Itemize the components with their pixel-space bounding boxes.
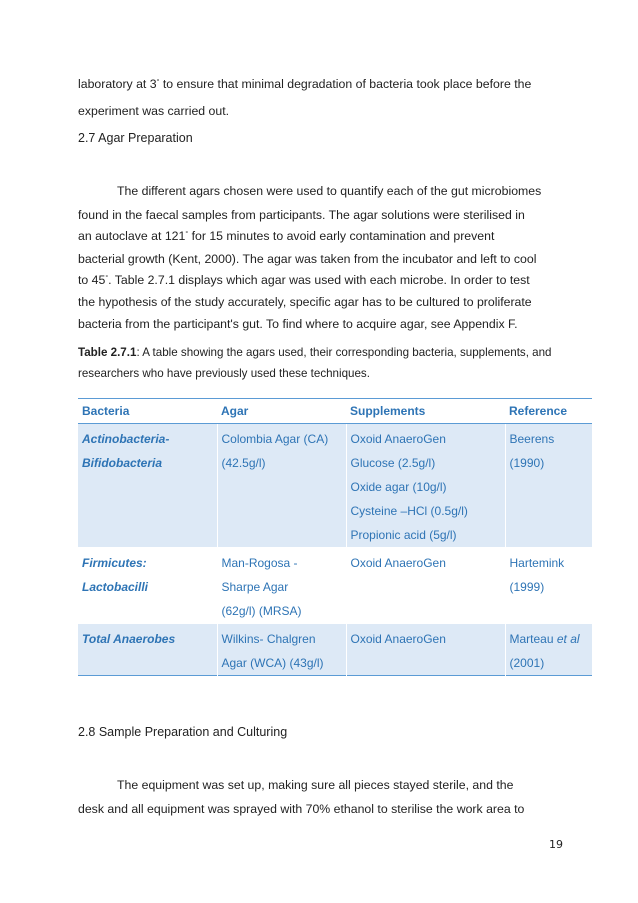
cell-text: (62g/l) (MRSA) [221,604,302,618]
text-span: to ensure that minimal degradation of bacteria took place before the [159,77,532,91]
cell-text: (42.5g/l) [221,456,266,470]
degree-symbol: ° [156,79,160,86]
cell-text: Colombia Agar (CA) [221,432,329,446]
cell-text: Wilkins- Chalgren [221,632,316,646]
agar-cell [217,548,346,624]
cell-text: Beerens [509,432,555,446]
agar-cell [217,624,346,676]
text-span: to 45 [78,273,106,287]
cell-text: Glucose (2.5g/l) [350,456,436,470]
text-span: . Table 2.7.1 displays which agar was used with each microbe. In order to test [108,273,530,287]
table-caption [78,345,552,361]
cell-text: Total Anaerobes [82,632,176,646]
cell-text: Propionic acid (5g/l) [350,528,457,542]
body-text-line: the hypothesis of the study accurately, specific agar has to be cultured to proliferate [78,295,532,309]
bacteria-cell [78,548,217,624]
body-text-line: bacterial growth (Kent, 2000). The agar was taken from the incubator and left to cool [78,252,537,266]
header-reference: Reference [505,399,592,424]
cell-text: Lactobacilli [82,580,149,594]
cell-text: Sharpe Agar [221,580,289,594]
agar-cell [217,424,346,548]
bacteria-cell [78,624,217,676]
cell-text: Actinobacteria- [82,432,170,446]
text-span: laboratory at 3 [78,77,157,91]
body-text-line: found in the faecal samples from participants. The agar solutions were sterilised in [78,208,525,222]
body-text-line [78,228,494,244]
page-number: 19 [549,838,563,851]
section-heading-2-7: 2.7 Agar Preparation [78,131,193,145]
agar-table [78,398,592,676]
body-text-line [78,76,531,92]
reference-cell [505,548,592,624]
table-caption-label: Table 2.7.1 [78,346,137,359]
supplements-cell [346,424,505,548]
body-text-line: bacteria from the participant's gut. To find where to acquire agar, see Appendix F. [78,317,518,331]
table-caption-line2: researchers who have previously used these techniques. [78,367,370,380]
header-supplements: Supplements [346,399,505,424]
cell-text: Oxoid AnaeroGen [350,632,446,646]
body-text-line: The equipment was set up, making sure all pieces stayed sterile, and the [117,778,514,792]
reference-author: Marteau [509,632,557,646]
cell-text: Cysteine –HCl (0.5g/l) [350,504,468,518]
cell-text: (1999) [509,580,545,594]
body-text-line [78,272,530,288]
cell-text: Oxide agar (10g/l) [350,480,447,494]
table-caption-text: : A table showing the agars used, their corresponding bacteria, supplements, and [136,346,552,359]
text-span: for 15 minutes to avoid early contamination and prevent [188,229,495,243]
cell-text: Bifidobacteria [82,456,163,470]
table-row [78,548,592,624]
body-text-line: desk and all equipment was sprayed with 70% ethanol to sterilise the work area to [78,802,525,816]
supplements-cell [346,548,505,624]
cell-text: Firmicutes: [82,556,147,570]
cell-text: Agar (WCA) (43g/l) [221,656,324,670]
cell-text: Oxoid AnaeroGen [350,432,446,446]
reference-cell [505,424,592,548]
table-row [78,424,592,548]
section-heading-2-8: 2.8 Sample Preparation and Culturing [78,725,288,739]
degree-symbol: ° [185,231,189,238]
text-span: an autoclave at 121 [78,229,186,243]
cell-text: Man-Rogosa - [221,556,298,570]
bacteria-cell [78,424,217,548]
table-header-row [78,399,592,424]
degree-symbol: ° [105,275,109,282]
body-text-line: The different agars chosen were used to quantify each of the gut microbiomes [117,184,542,198]
header-agar: Agar [217,399,346,424]
cell-text: Oxoid AnaeroGen [350,556,446,570]
cell-text: (2001) [509,656,545,670]
cell-text: (1990) [509,456,545,470]
reference-et-al: et al [556,632,580,646]
cell-text [510,627,589,651]
header-bacteria: Bacteria [78,399,217,424]
table-row [78,624,592,676]
reference-cell [505,624,592,676]
body-text-line: experiment was carried out. [78,104,230,118]
cell-text: Hartemink [509,556,565,570]
supplements-cell [346,624,505,676]
